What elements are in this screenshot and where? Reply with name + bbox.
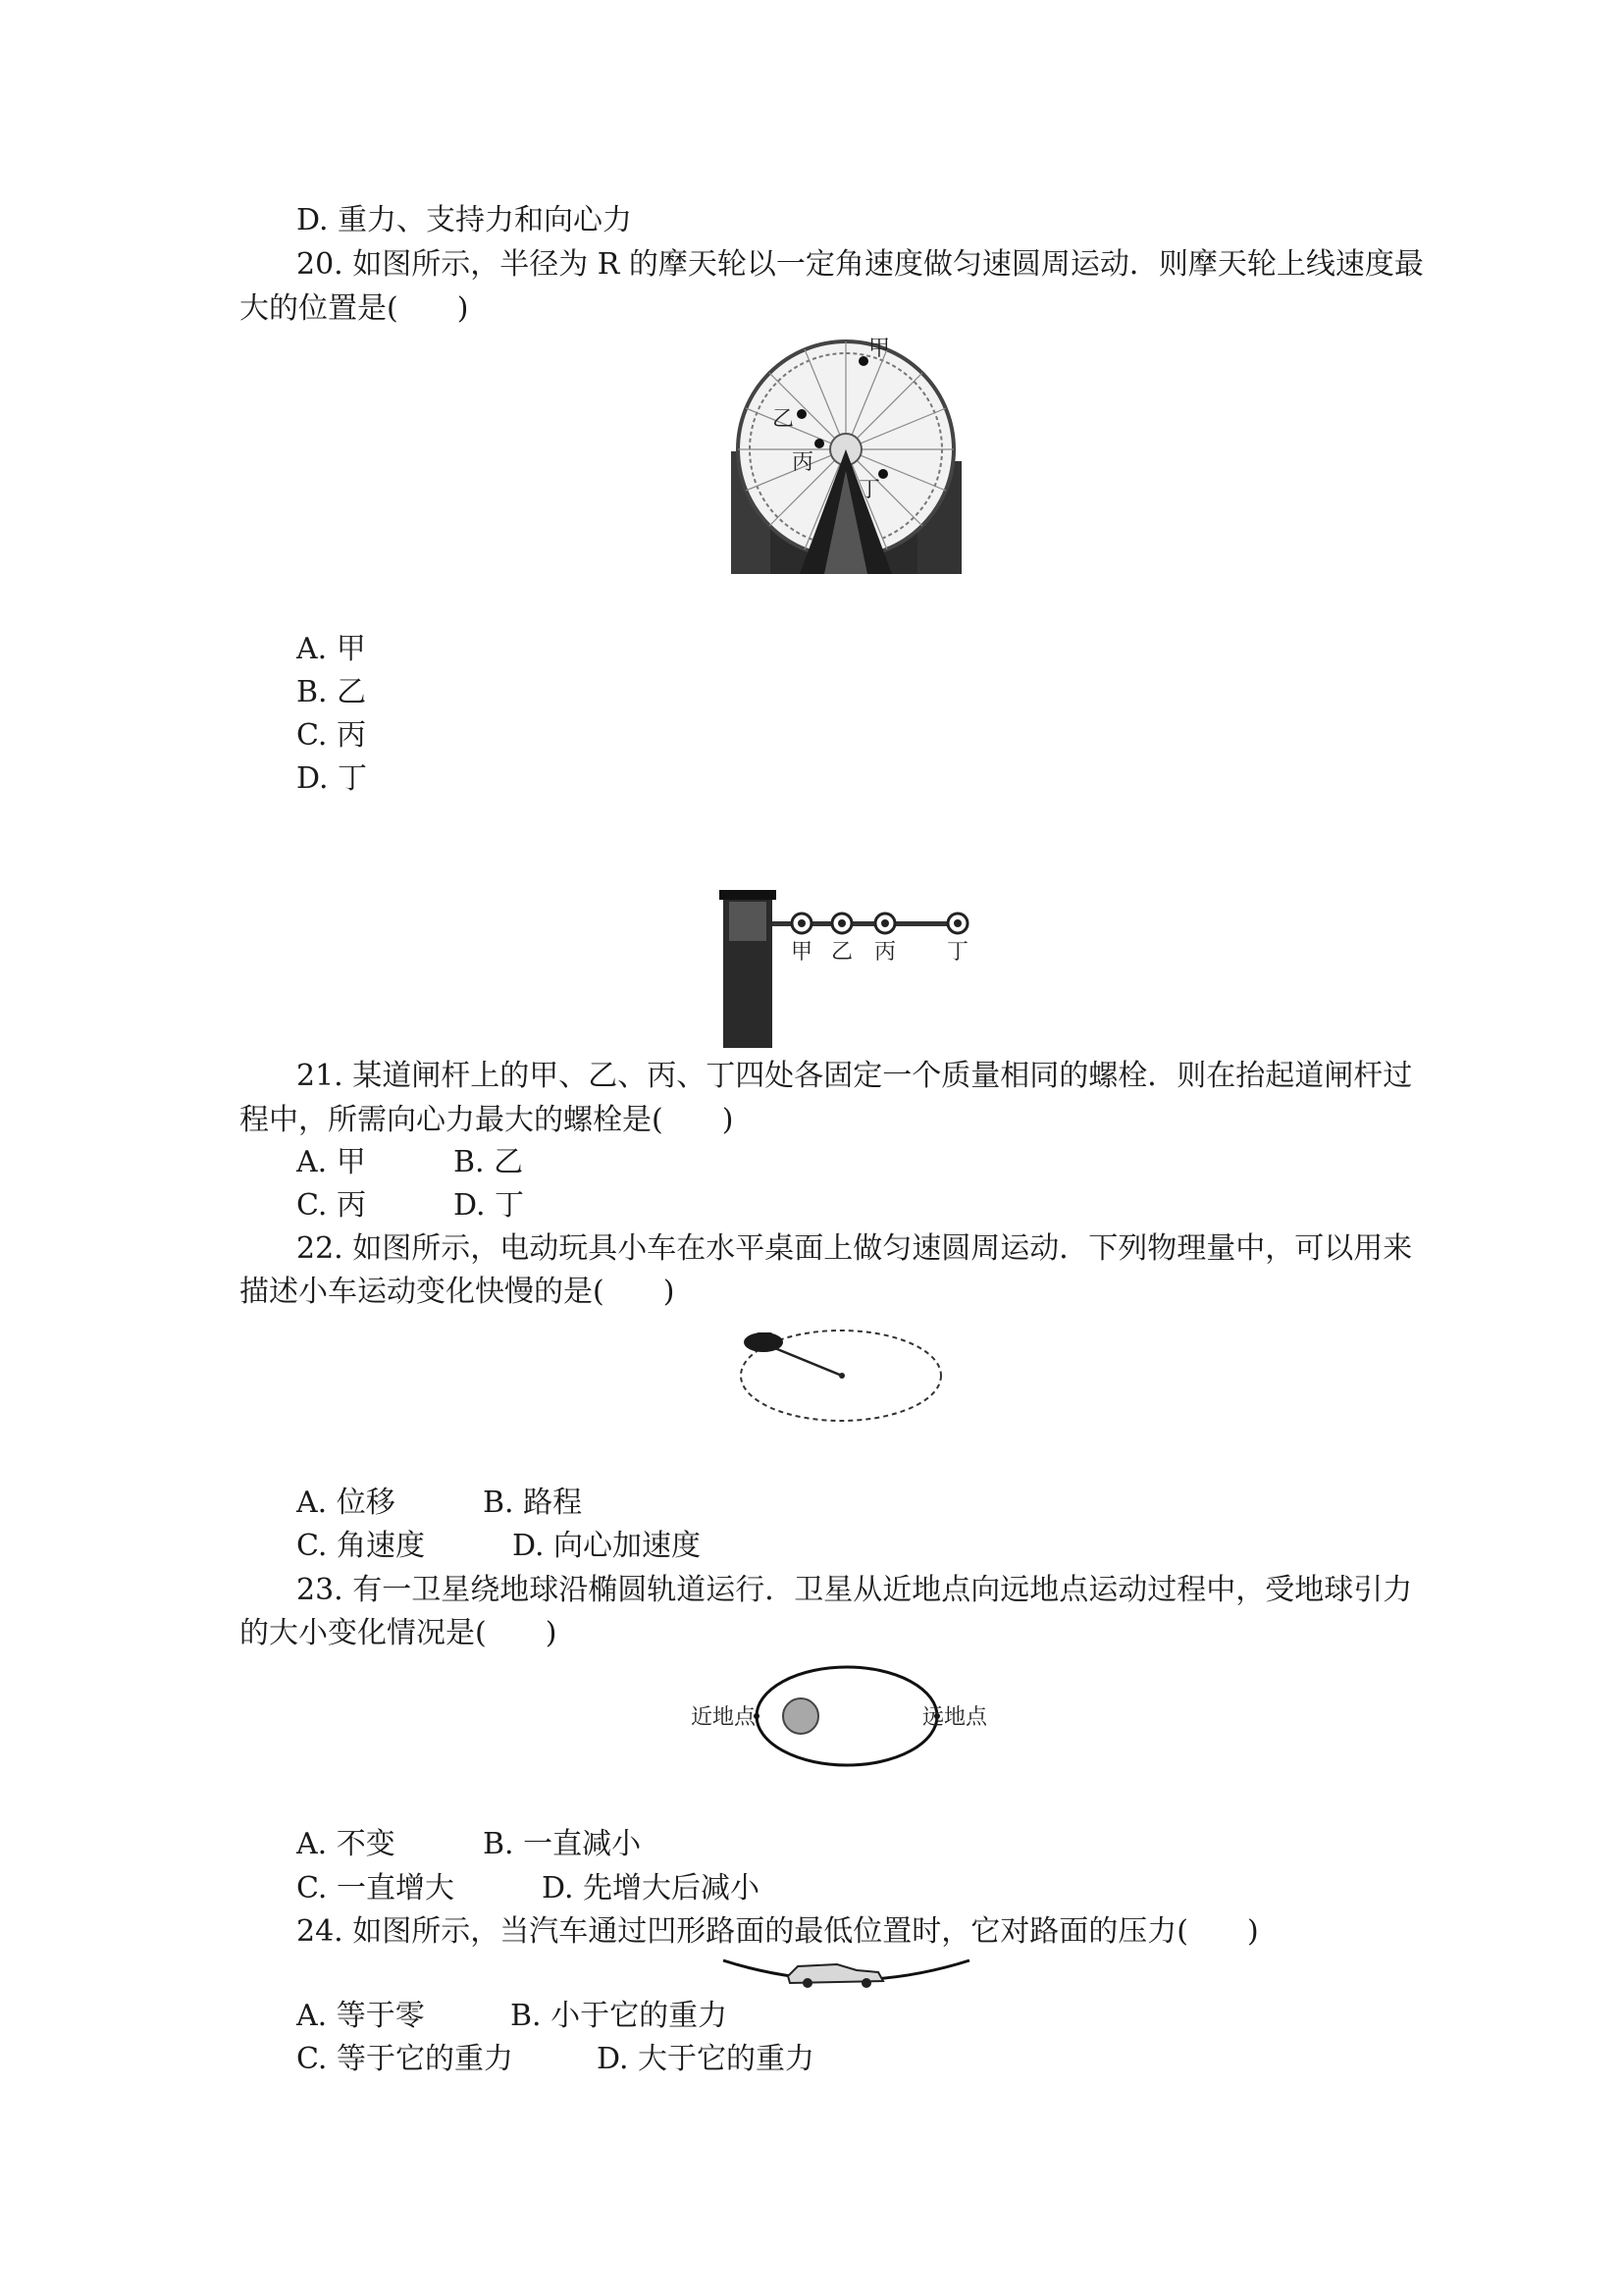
toy-car-circle-figure <box>736 1325 947 1428</box>
ferris-label-yi: 乙 <box>772 407 795 432</box>
gate-label-bing: 丙 <box>874 940 897 965</box>
q20-option-c: C. 丙 <box>296 718 366 753</box>
satellite-orbit-figure <box>687 1663 1001 1771</box>
q24-option-a: A. 等于零 <box>296 1999 425 2033</box>
ferris-label-jia: 甲 <box>868 337 891 361</box>
q22-option-b: B. 路程 <box>483 1486 583 1520</box>
barrier-gate-figure <box>711 888 976 1050</box>
ferris-label-bing: 丙 <box>792 450 814 475</box>
orbit-label-near: 近地点 <box>691 1705 757 1730</box>
q21-stem-line1: 21. 某道闸杆上的甲、乙、丙、丁四处各固定一个质量相同的螺栓．则在抬起道闸杆过 <box>296 1059 1413 1093</box>
gate-label-jia: 甲 <box>791 940 813 965</box>
q24-option-b: B. 小于它的重力 <box>510 1999 728 2033</box>
q21-option-b: B. 乙 <box>453 1145 524 1179</box>
q22-option-d: D. 向心加速度 <box>512 1529 702 1563</box>
q21-option-c: C. 丙 <box>296 1188 366 1223</box>
q24-option-d: D. 大于它的重力 <box>597 2042 815 2076</box>
q20-stem-line1: 20. 如图所示，半径为 R 的摩天轮以一定角速度做匀速圆周运动．则摩天轮上线速度最 <box>296 247 1424 282</box>
q20-option-a: A. 甲 <box>296 632 366 666</box>
q23-option-d: D. 先增大后减小 <box>542 1871 760 1905</box>
gate-label-yi: 乙 <box>831 940 854 965</box>
q23-option-b: B. 一直减小 <box>483 1827 642 1861</box>
q21-option-d: D. 丁 <box>453 1188 525 1223</box>
q21-stem-line2: 程中，所需向心力最大的螺栓是( ) <box>239 1103 734 1137</box>
q23-option-a: A. 不变 <box>296 1827 395 1861</box>
gate-label-ding: 丁 <box>947 940 969 965</box>
q23-stem-line1: 23. 有一卫星绕地球沿椭圆轨道运行．卫星从近地点向远地点运动过程中，受地球引力 <box>296 1573 1413 1607</box>
q20-stem-line2: 大的位置是( ) <box>239 291 469 326</box>
concave-road-car-figure <box>721 1955 971 1994</box>
ferris-label-ding: 丁 <box>859 478 881 502</box>
q22-option-c: C. 角速度 <box>296 1529 425 1563</box>
ferris-wheel-figure <box>731 334 962 574</box>
q24-option-c: C. 等于它的重力 <box>296 2042 513 2076</box>
q20-option-b: B. 乙 <box>296 675 367 709</box>
q22-option-a: A. 位移 <box>296 1486 395 1520</box>
q21-option-a: A. 甲 <box>296 1145 366 1179</box>
q19-option-d: D. 重力、支持力和向心力 <box>296 203 633 237</box>
q20-option-d: D. 丁 <box>296 761 368 796</box>
q23-option-c: C. 一直增大 <box>296 1871 454 1905</box>
q22-stem-line2: 描述小车运动变化快慢的是( ) <box>239 1275 675 1309</box>
q24-stem-line1: 24. 如图所示，当汽车通过凹形路面的最低位置时，它对路面的压力( ) <box>296 1914 1259 1949</box>
orbit-label-far: 远地点 <box>922 1705 988 1730</box>
q23-stem-line2: 的大小变化情况是( ) <box>239 1616 557 1650</box>
q22-stem-line1: 22. 如图所示，电动玩具小车在水平桌面上做匀速圆周运动．下列物理量中，可以用来 <box>296 1231 1413 1266</box>
